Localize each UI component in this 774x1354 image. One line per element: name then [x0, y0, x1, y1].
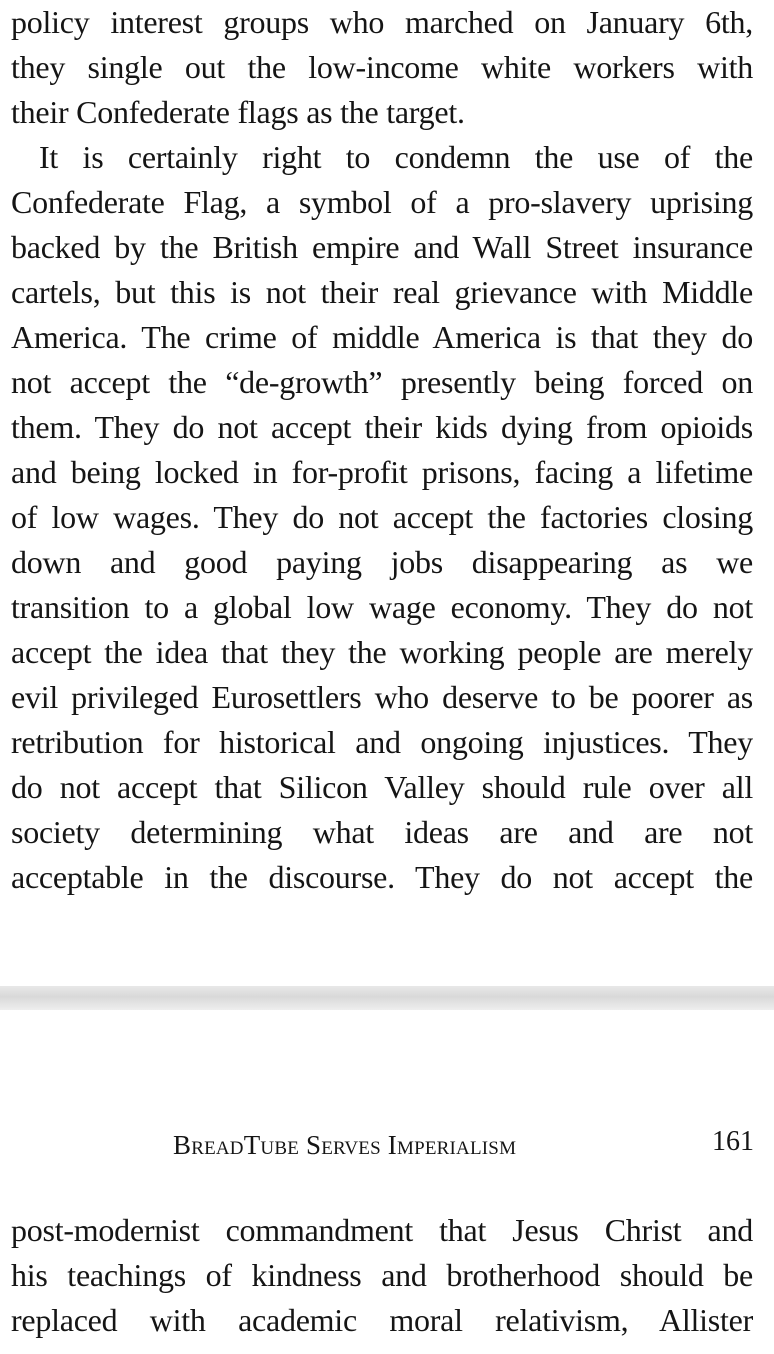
text-line: and being locked in for-profit prisons, facing a lifetime: [11, 454, 753, 490]
text-line: not accept the “de-growth” presently being forced on: [11, 364, 753, 400]
page-break-divider: [0, 986, 774, 1010]
text-line: of low wages. They do not accept the factories closing: [11, 499, 753, 535]
text-line: them. They do not accept their kids dying from opioids: [11, 409, 753, 445]
text-line: they single out the low-income white workers with: [11, 49, 753, 85]
text-line: accept the idea that they the working people are merely: [11, 634, 753, 670]
text-line: acceptable in the discourse. They do not accept the: [11, 859, 753, 895]
text-line: down and good paying jobs disappearing as we: [11, 544, 753, 580]
paragraph-first-line: It is certainly right to condemn the use of the: [39, 139, 753, 175]
text-line: retribution for historical and ongoing injustices. They: [11, 724, 753, 760]
text-line: evil privileged Eurosettlers who deserve to be poorer as: [11, 679, 753, 715]
text-line: America. The crime of middle America is that they do: [11, 319, 753, 355]
page-number: 161: [712, 1126, 754, 1157]
text-line: society determining what ideas are and are not: [11, 814, 753, 850]
text-line: cartels, but this is not their real grievance with Middle: [11, 274, 753, 310]
text-line: his teachings of kindness and brotherhood should be: [11, 1257, 753, 1293]
text-line: transition to a global low wage economy. They do not: [11, 589, 753, 625]
text-line: post-modernist commandment that Jesus Christ and: [11, 1212, 753, 1248]
text-line: replaced with academic moral relativism, Allister: [11, 1302, 753, 1338]
running-head: BreadTube Serves Imperialism: [173, 1130, 517, 1160]
text-line: their Confederate flags as the target.: [11, 94, 465, 130]
text-line: backed by the British empire and Wall Street insurance: [11, 229, 753, 265]
lower-book-page: [0, 1010, 774, 1354]
text-line: do not accept that Silicon Valley should rule over all: [11, 769, 753, 805]
text-line: Confederate Flag, a symbol of a pro-slavery uprising: [11, 184, 753, 220]
text-line: policy interest groups who marched on January 6th,: [11, 4, 753, 40]
